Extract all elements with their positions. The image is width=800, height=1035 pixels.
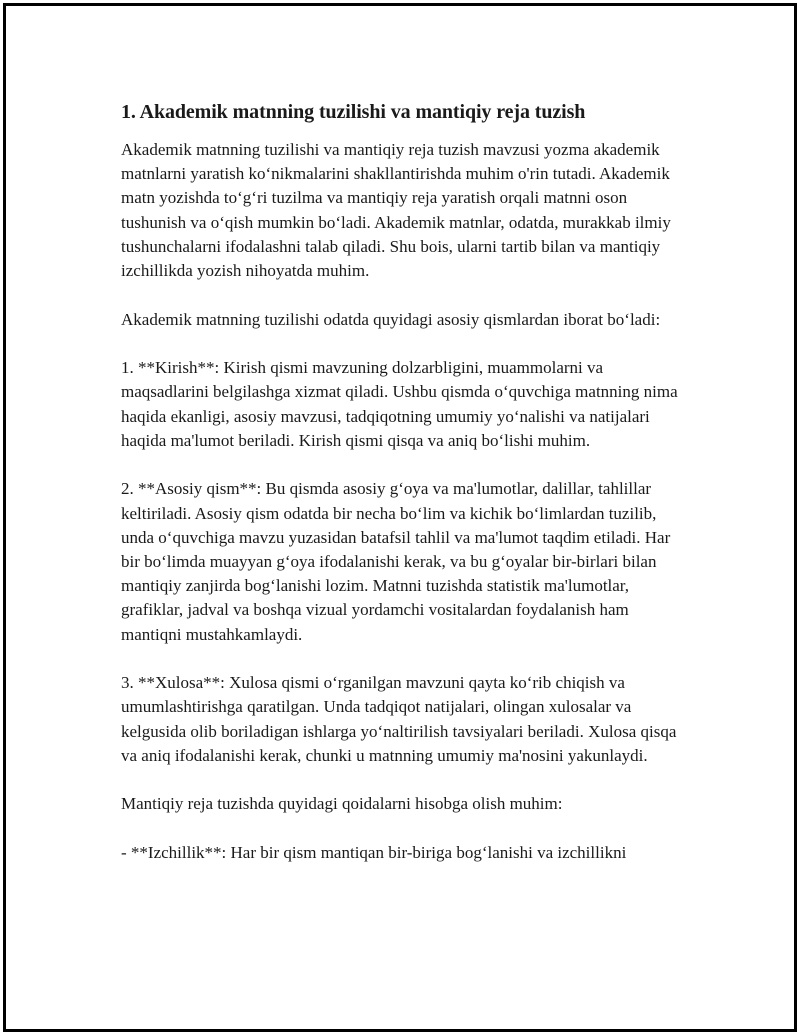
paragraph-asosiy-qism: 2. **Asosiy qism**: Bu qismda asosiy g‘oya va ma'lumotlar, dalillar, tahlillar keltiriladi. Asosiy qism odatda bir necha bo‘lim va kichik bo‘limlardan tuzilib, unda o‘quvchiga mavzu yuzasidan batafsil tahlil va ma'lumot taqdim etiladi. Har bir bo‘limda muayyan g‘oya ifodalanishi kerak, va bu g‘oyalar bir-birlari bilan mantiqiy zanjirda bog‘lanishi lozim. Matnni tuzishda statistik ma'lumotlar, grafiklar, jadval va boshqa vizual yordamchi vositalardan foydalanish ham mantiqni mustahkamlaydi. <box>121 479 671 644</box>
paragraph-xulosa: 3. **Xulosa**: Xulosa qismi o‘rganilgan mavzuni qayta ko‘rib chiqish va umumlashtirishga qaratilgan. Unda tadqiqot natijalari, olingan xulosalar va kelgusida olib boriladigan ishlarga yo‘naltirilish tavsiyalari beriladi. Xulosa qisqa va aniq ifodalanishi kerak, chunki u matnning umumiy ma'nosini yakunlaydi. <box>121 673 677 765</box>
paragraph-structure-lead: Akademik matnning tuzilishi odatda quyidagi asosiy qismlardan iborat bo‘ladi: <box>121 309 661 329</box>
paragraph-izchillik: - **Izchillik**: Har bir qism mantiqan bir-biriga bog‘lanishi va izchillikni <box>121 843 627 863</box>
paragraph-rules-lead: Mantiqiy reja tuzishda quyidagi qoidalarni hisobga olish muhim: <box>121 794 563 814</box>
document-title: 1. Akademik matnning tuzilishi va mantiqiy reja tuzish <box>121 101 586 123</box>
paragraph-kirish: 1. **Kirish**: Kirish qismi mavzuning dolzarbligini, muammolarni va maqsadlarini belgilashga xizmat qiladi. Ushbu qismda o‘quvchiga matnning nima haqida ekanligi, asosiy mavzusi, tadqiqotning umumiy yo‘nalishi va natijalari haqida ma'lumot beriladi. Kirish qismi qisqa va aniq bo‘lishi muhim. <box>121 358 678 450</box>
paragraph-intro: Akademik matnning tuzilishi va mantiqiy reja tuzish mavzusi yozma akademik matnlarni yaratish ko‘nikmalarini shakllantirishda muhim o'rin tutadi. Akademik matn yozishda to‘g‘ri tuzilma va mantiqiy reja yaratish orqali matnni oson tushunish va o‘qish mumkin bo‘ladi. Akademik matnlar, odatda, murakkab ilmiy tushunchalarni ifodalashni talab qiladi. Shu bois, ularni tartib bilan va mantiqiy izchillikda yozish nihoyatda muhim. <box>121 140 671 281</box>
page-frame <box>3 3 797 1032</box>
document-body <box>121 98 691 865</box>
